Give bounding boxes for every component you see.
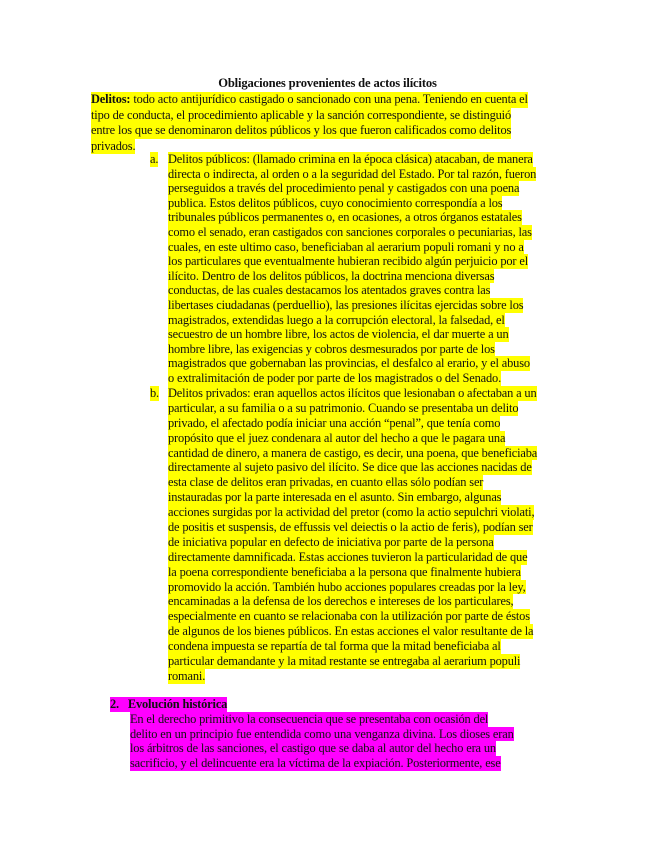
paragraph-line [91, 92, 528, 108]
intro-paragraph [91, 92, 528, 154]
paragraph-line: secuestro de un hombre libre, los actos de violencia, el dar muerte a un [168, 327, 509, 342]
paragraph-line: particular, a su familia o a su patrimonio. Cuando se presentaba un delito [168, 400, 519, 415]
paragraph-line: tribunales públicos permanentes o, en ocasiones, a otros órganos estatales [168, 210, 522, 225]
paragraph-line: cuales, en este ultimo caso, beneficiaban al aerarium populi romani y no a [168, 239, 524, 254]
paragraph-line: cantidad de dinero, a manera de castigo, es decir, una poena, que beneficiaba [168, 445, 538, 460]
paragraph-line: Delitos públicos: (llamado crimina en la época clásica) atacaban, de manera [168, 152, 533, 166]
paragraph-line: de algunos de los bienes públicos. En estas acciones el valor resultante de la [168, 624, 534, 639]
section-historical-evolution [110, 697, 514, 771]
paragraph-line: de positis et suspensis, de effussis vel deiectis o la actio de feris), podían ser [168, 520, 533, 535]
paragraph-line: conductas, de las cuales destacamos los atentados graves contra las [168, 283, 491, 298]
paragraph-line: delito en un principio fue entendida como una venganza divina. Los dioses eran [130, 726, 514, 741]
paragraph-line: instauradas por la parte interesada en el asunto. Sin embargo, algunas [168, 490, 502, 505]
list-item-private-offenses [150, 386, 537, 684]
paragraph-line: En el derecho primitivo la consecuencia que se presentaba con ocasión del [130, 711, 489, 726]
section-body [130, 712, 514, 771]
paragraph-line: publica. Estos delitos públicos, cuyo conocimiento correspondía a los [168, 195, 503, 210]
paragraph-line: la poena correspondiente beneficiaba a la persona que finalmente hubiera [168, 564, 521, 579]
paragraph-line: romani. [168, 668, 206, 683]
paragraph-line: de iniciativa popular en defecto de iniciativa por parte de la persona [168, 534, 494, 549]
paragraph-line: ilícito. Dentro de los delitos públicos, la doctrina menciona diversas [168, 268, 495, 283]
paragraph-line: promovido la acción. También hubo acciones populares creadas por la ley, [168, 579, 526, 594]
paragraph-line: los árbitros de las sanciones, el castigo que se daba al autor del hecho era un [130, 741, 496, 756]
paragraph-line: encaminadas a la defensa de los derechos e intereses de los particulares, [168, 594, 514, 609]
paragraph-line: entre los que se denominaron delitos públicos y los que fueron calificados como delitos [91, 123, 512, 138]
paragraph-line: o extralimitación de poder por parte de los magistrados o del Senado. [168, 370, 502, 385]
list-item-body [168, 386, 537, 684]
document-title: Obligaciones provenientes de actos ilícitos [218, 76, 437, 90]
paragraph-line: acciones surgidas por la actividad del pretor (como la actio sepulchri violati, [168, 505, 535, 520]
list-item-body [168, 152, 536, 386]
paragraph-line: propósito que el juez condenara al autor del hecho a que le pagara una [168, 430, 506, 445]
paragraph-line: como el senado, eran castigados con sanciones corporales o pecuniarias, las [168, 224, 532, 239]
paragraph-line: privado, el afectado podía iniciar una acción “penal”, que tenía como [168, 415, 501, 430]
list-marker: b. [150, 386, 159, 400]
paragraph-line: esta clase de delitos eran privadas, en cuanto ellas sólo podían ser [168, 475, 484, 490]
line-text: todo acto antijurídico castigado o sancionado con una pena. Teniendo en cuenta el [130, 92, 528, 106]
paragraph-line: sacrificio, y el delincuente era la víctima de la expiación. Posteriormente, ese [130, 756, 501, 771]
paragraph-line: privados. [91, 138, 136, 153]
paragraph-line: magistrados que gobernaban las provincias, el desfalco al erario, y el abuso [168, 356, 530, 371]
paragraph-line: libertases ciudadanas (perduellio), las presiones ilícitas ejercidas sobre los [168, 297, 524, 312]
section-heading: 2. Evolución histórica [110, 697, 228, 711]
paragraph-line: directa o indirecta, al orden o a la seguridad del Estado. Por tal razón, fueron [168, 166, 537, 181]
paragraph-line: directamente damnificada. Estas acciones tuvieron la particularidad de que [168, 549, 528, 564]
paragraph-line: magistrados, extendidas luego a la corrupción electoral, la falsedad, el [168, 312, 505, 327]
paragraph-line: condena impuesta se repartía de tal forma que la mitad beneficiaba al [168, 639, 501, 654]
paragraph-line: perseguidos a través del procedimiento penal y castigados con una poena [168, 181, 520, 196]
paragraph-line: especialmente en cuanto se relacionaba con la utilización por parte de éstos [168, 609, 530, 624]
paragraph-line: hombre libre, las exigencias y cobros desmesurados por parte de los [168, 341, 495, 356]
paragraph-line: particular demandante y la mitad restante se entregaba al aerarium populi [168, 654, 521, 669]
list-marker: a. [150, 152, 159, 166]
list-item-public-offenses [150, 152, 536, 386]
paragraph-line: los particulares que eventualmente hubieran recibido algún perjuicio por el [168, 254, 528, 269]
paragraph-line: Delitos privados: eran aquellos actos ilícitos que lesionaban o afectaban a un [168, 386, 537, 400]
paragraph-line: directamente al sujeto pasivo del ilícito. Se dice que las acciones nacidas de [168, 460, 532, 475]
term-label: Delitos: [91, 92, 131, 106]
paragraph-line: tipo de conducta, el procedimiento aplicable y la sanción correspondiente, se distinguió [91, 107, 511, 122]
